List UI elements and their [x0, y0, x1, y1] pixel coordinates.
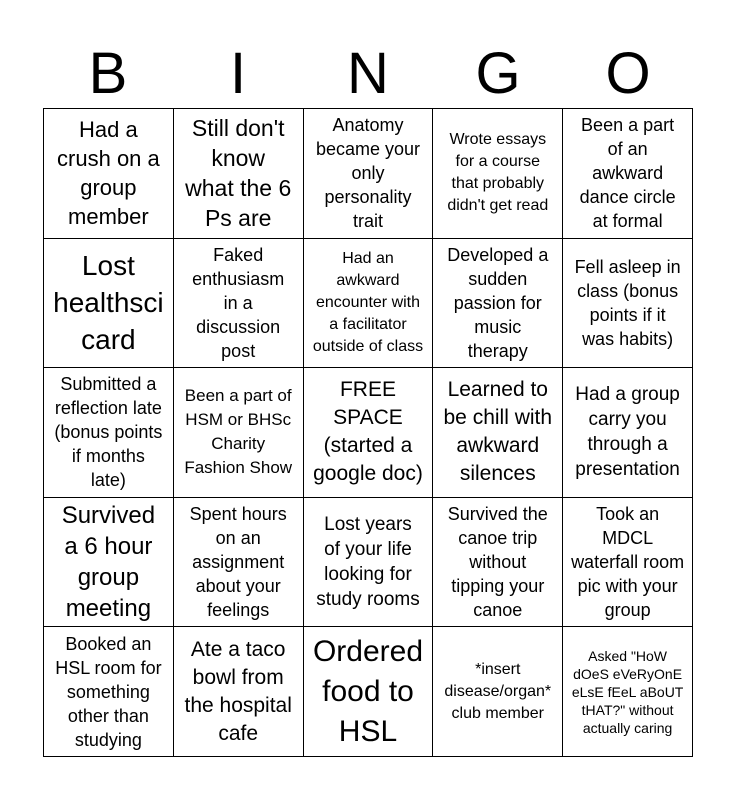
bingo-cell[interactable]: [563, 498, 693, 628]
cell-text: Ordered food to HSL: [312, 634, 424, 748]
bingo-cell[interactable]: [44, 498, 174, 628]
bingo-header: [43, 40, 693, 108]
cell-text: Lost healthsci card: [53, 250, 164, 356]
cell-text: Had a group carry you through a presentation: [575, 384, 680, 481]
bingo-cell[interactable]: [174, 109, 304, 239]
header-letter-n: N: [347, 41, 389, 106]
cell-text: Had an awkward encounter with a facilitator outside of class: [312, 249, 424, 355]
cell-text: Submitted a reflection late (bonus points if months late): [54, 374, 163, 491]
cell-text: Been a part of HSM or BHSc Charity Fashion Show: [184, 386, 293, 478]
bingo-grid: [43, 108, 693, 757]
bingo-cell[interactable]: [304, 498, 434, 628]
cell-text: Wrote essays for a course that probably didn't get read: [447, 131, 549, 215]
cell-text: Had a crush on a group member: [57, 117, 160, 230]
bingo-cell[interactable]: [433, 627, 563, 757]
cell-text: Been a part of an awkward dance circle at formal: [579, 115, 676, 232]
cell-text: Lost years of your life looking for study rooms: [316, 514, 420, 611]
bingo-cell[interactable]: [563, 109, 693, 239]
bingo-cell[interactable]: [433, 368, 563, 498]
cell-text: Still don't know what the 6 Ps are: [185, 115, 292, 232]
cell-text: Survived the canoe trip without tipping your canoe: [447, 504, 548, 621]
cell-text: Survived a 6 hour group meeting: [61, 502, 156, 623]
cell-text: Took an MDCL waterfall room pic with your group: [571, 504, 685, 621]
cell-text: Ate a taco bowl from the hospital cafe: [184, 637, 292, 745]
bingo-cell[interactable]: [174, 498, 304, 628]
header-letter-i: I: [229, 41, 247, 106]
bingo-cell[interactable]: [433, 239, 563, 369]
header-letter-o: O: [605, 41, 651, 106]
cell-text: Developed a sudden passion for music therapy: [447, 244, 549, 361]
cell-text: Fell asleep in class (bonus points if it was habits): [574, 256, 681, 349]
cell-text: Faked enthusiasm in a discussion post: [192, 244, 285, 361]
bingo-cell[interactable]: [174, 239, 304, 369]
cell-text: FREE SPACE (started a google doc): [313, 378, 423, 486]
cell-text: Asked "HoW dOeS eVeRyOnE eLsE fEeL aBoUT tHAT?" without actually caring: [571, 647, 684, 736]
cell-text: Booked an HSL room for something other than studying: [55, 633, 162, 750]
bingo-cell[interactable]: [174, 627, 304, 757]
bingo-cell[interactable]: [433, 109, 563, 239]
bingo-cell[interactable]: [174, 368, 304, 498]
header-letter-b: B: [88, 41, 128, 106]
cell-text: Spent hours on an assignment about your feelings: [189, 504, 287, 621]
bingo-cell[interactable]: [563, 239, 693, 369]
cell-text: *insert disease/organ* club member: [444, 660, 552, 722]
bingo-cell[interactable]: [304, 239, 434, 369]
header-letter-g: G: [475, 41, 521, 106]
bingo-cell[interactable]: [563, 627, 693, 757]
bingo-cell[interactable]: [563, 368, 693, 498]
free-space-cell[interactable]: [304, 368, 434, 498]
cell-text: Learned to be chill with awkward silences: [443, 378, 553, 486]
cell-text: Anatomy became your only personality trait: [315, 115, 421, 232]
bingo-cell[interactable]: [44, 109, 174, 239]
bingo-cell[interactable]: [433, 498, 563, 628]
bingo-cell[interactable]: [44, 239, 174, 369]
bingo-cell[interactable]: [304, 109, 434, 239]
bingo-cell[interactable]: [44, 627, 174, 757]
bingo-cell[interactable]: [304, 627, 434, 757]
bingo-cell[interactable]: [44, 368, 174, 498]
